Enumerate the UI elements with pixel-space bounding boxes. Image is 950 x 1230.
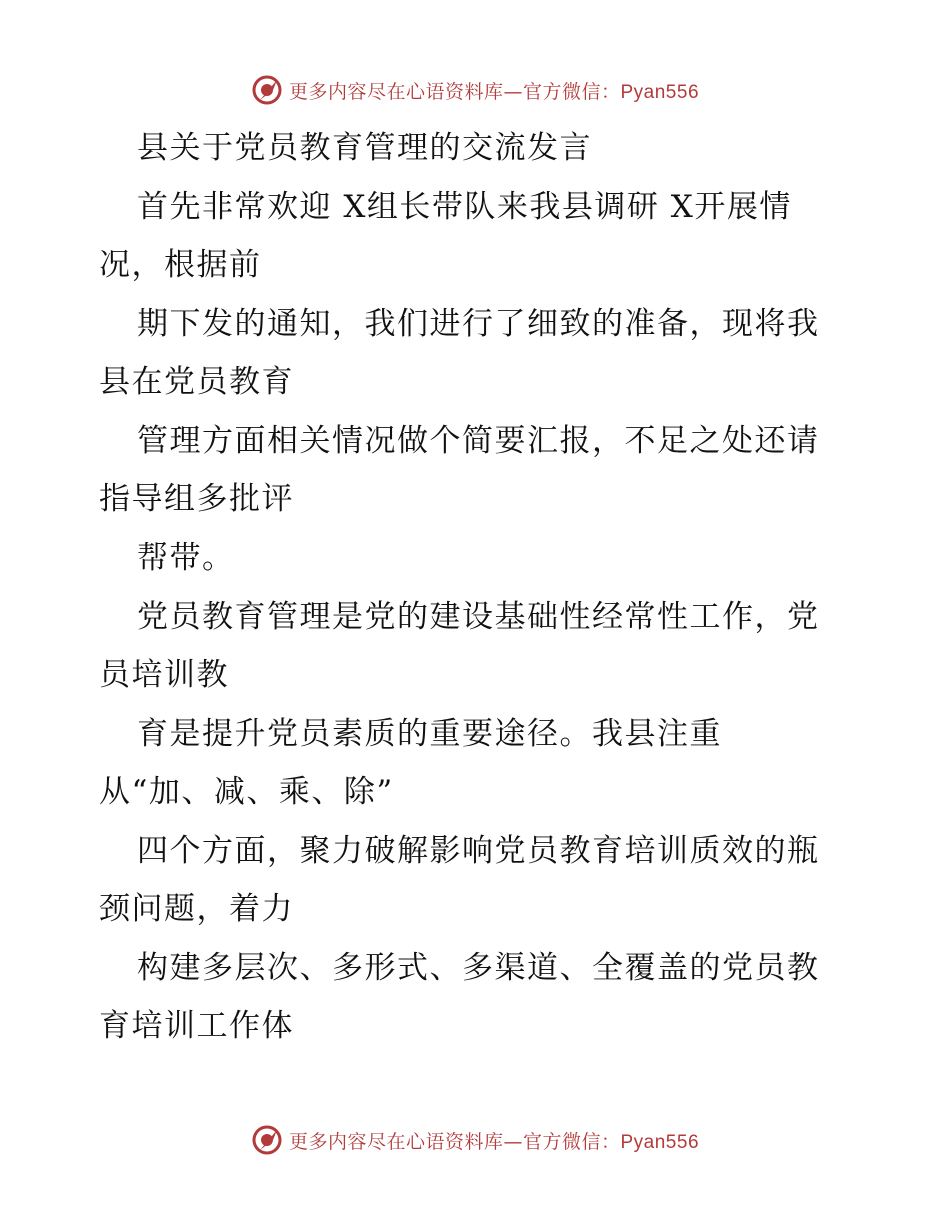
doc-line: 况，根据前 — [99, 247, 262, 283]
doc-line: 颈问题，着力 — [99, 891, 294, 927]
doc-line: 首先非常欢迎 X组长带队来我县调研 X开展情 — [137, 189, 792, 225]
doc-line: 管理方面相关情况做个简要汇报，不足之处还请 — [137, 423, 820, 459]
doc-line: 县在党员教育 — [99, 364, 294, 400]
doc-title: 县关于党员教育管理的交流发言 — [137, 130, 592, 166]
doc-line: 期下发的通知，我们进行了细致的准备，现将我 — [137, 306, 820, 342]
footer-watermark — [0, 1120, 950, 1160]
doc-line: 四个方面，聚力破解影响党员教育培训质效的瓶 — [137, 833, 820, 869]
doc-line: 构建多层次、多形式、多渠道、全覆盖的党员教 — [137, 950, 820, 986]
watermark-text: 更多内容尽在心语资料库—官方微信：Pyan556 — [288, 80, 700, 103]
doc-line: 从“加、减、乘、除” — [99, 774, 394, 810]
doc-line: 员培训教 — [99, 657, 229, 693]
doc-line: 党员教育管理是党的建设基础性经常性工作，党 — [137, 599, 820, 635]
doc-line: 育是提升党员素质的重要途径。我县注重 — [137, 716, 722, 752]
quill-logo-icon — [251, 1124, 283, 1156]
watermark-text: 更多内容尽在心语资料库—官方微信：Pyan556 — [288, 1130, 700, 1153]
doc-line: 育培训工作体 — [99, 1008, 294, 1044]
doc-line: 帮带。 — [137, 540, 235, 576]
doc-line: 指导组多批评 — [99, 481, 294, 517]
